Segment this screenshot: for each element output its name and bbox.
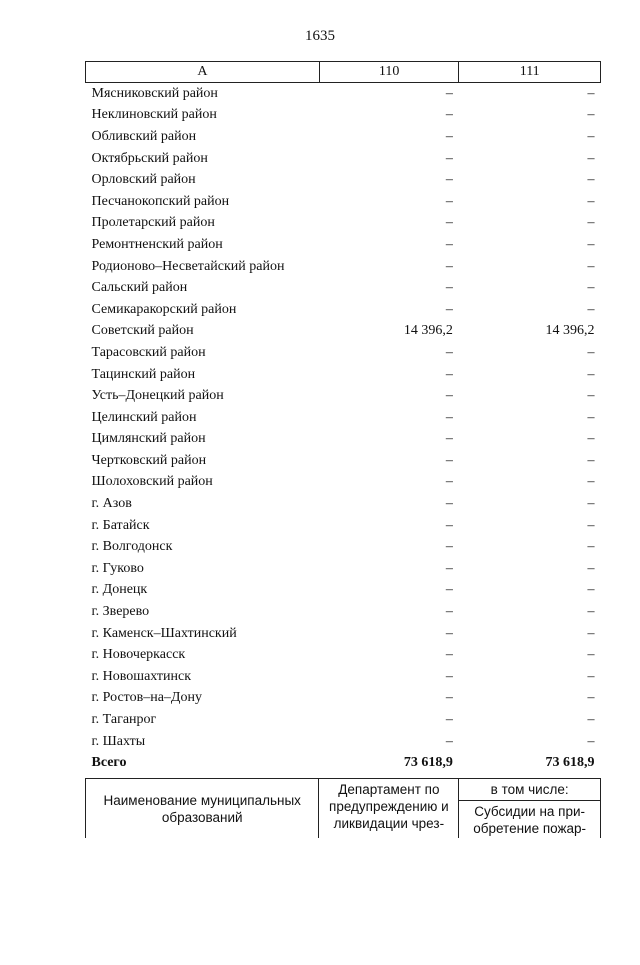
row-value-110: – — [445, 690, 453, 706]
row-name: Октябрьский район — [91, 150, 208, 166]
header-subsidies: Субсидии на при-обретение пожар- — [459, 801, 601, 840]
table-row — [86, 601, 601, 623]
row-name: г. Шахты — [91, 733, 146, 749]
row-name: Песчанокопский район — [91, 193, 230, 209]
row-value-110: – — [445, 388, 453, 404]
row-name: Усть–Донецкий район — [91, 388, 224, 404]
row-name: Семикаракорский район — [91, 301, 237, 317]
total-row — [86, 752, 601, 774]
table-body — [86, 83, 601, 775]
table-row — [86, 580, 601, 602]
row-value-111: – — [587, 236, 595, 252]
row-value-111: – — [587, 539, 595, 555]
row-name: г. Донецк — [91, 582, 148, 598]
row-value-110: – — [445, 647, 453, 663]
data-table — [85, 61, 601, 774]
table-row — [86, 666, 601, 688]
row-name: г. Азов — [91, 496, 132, 512]
row-name: Всего — [91, 755, 127, 771]
row-value-110: – — [445, 582, 453, 598]
page-cutoff — [0, 838, 640, 965]
row-name: г. Ростов–на–Дону — [91, 690, 202, 706]
table-row — [86, 688, 601, 710]
row-value-111: – — [587, 474, 595, 490]
row-name: г. Батайск — [91, 517, 150, 533]
table-row — [86, 623, 601, 645]
row-value-111: – — [587, 150, 595, 166]
row-value-111: 73 618,9 — [545, 755, 595, 771]
row-value-111: – — [587, 128, 595, 144]
table-row — [86, 342, 601, 364]
table-row — [86, 213, 601, 235]
row-name: г. Гуково — [91, 560, 144, 576]
row-value-110: – — [445, 366, 453, 382]
row-name: Тарасовский район — [91, 344, 206, 360]
row-value-110: – — [445, 733, 453, 749]
table-row — [86, 536, 601, 558]
row-name: г. Каменск–Шахтинский — [91, 625, 237, 641]
row-value-111: – — [587, 647, 595, 663]
row-name: Неклиновский район — [91, 107, 217, 123]
row-name: Родионово–Несветайский район — [91, 258, 285, 274]
row-value-111: – — [587, 517, 595, 533]
row-value-111: – — [587, 107, 595, 123]
row-name: Чертковский район — [91, 452, 207, 468]
row-name: Орловский район — [91, 172, 196, 188]
row-name: Тацинский район — [91, 366, 196, 382]
row-value-111: – — [587, 431, 595, 447]
row-value-110: – — [445, 517, 453, 533]
table-row — [86, 515, 601, 537]
row-value-110: – — [445, 496, 453, 512]
row-name: Мясниковский район — [91, 85, 218, 101]
row-name: Цимлянский район — [91, 431, 206, 447]
table-row — [86, 429, 601, 451]
table-row — [86, 83, 601, 105]
row-name: г. Зверево — [91, 604, 150, 620]
row-name: Пролетарский район — [91, 215, 215, 231]
row-value-111: – — [587, 301, 595, 317]
row-value-110: 14 396,2 — [403, 323, 453, 339]
row-value-110: – — [445, 539, 453, 555]
row-value-111: – — [587, 712, 595, 728]
row-value-111: – — [587, 215, 595, 231]
row-name: г. Новочеркасск — [91, 647, 186, 663]
table-row — [86, 364, 601, 386]
row-value-110: – — [445, 107, 453, 123]
row-value-111: – — [587, 733, 595, 749]
row-name: г. Новошахтинск — [91, 668, 192, 684]
row-value-110: – — [445, 431, 453, 447]
row-value-110: – — [445, 85, 453, 101]
row-value-110: – — [445, 409, 453, 425]
table-row — [86, 407, 601, 429]
table-row — [86, 105, 601, 127]
table-row — [86, 450, 601, 472]
row-value-110: – — [445, 712, 453, 728]
row-value-110: – — [445, 215, 453, 231]
table-row — [86, 148, 601, 170]
row-value-111: – — [587, 452, 595, 468]
row-value-111: – — [587, 258, 595, 274]
header-col-a: А — [86, 62, 320, 83]
row-value-110: – — [445, 280, 453, 296]
row-value-110: – — [445, 625, 453, 641]
row-value-110: – — [445, 560, 453, 576]
row-value-110: – — [445, 344, 453, 360]
table-row — [86, 472, 601, 494]
row-value-110: – — [445, 474, 453, 490]
table-row — [86, 277, 601, 299]
header-municipality: Наименование муниципальных образований — [86, 779, 319, 840]
row-name: Ремонтненский район — [91, 236, 223, 252]
table-row — [86, 385, 601, 407]
table-row — [86, 644, 601, 666]
row-name: Целинский район — [91, 409, 197, 425]
row-value-111: – — [587, 560, 595, 576]
table-row — [86, 126, 601, 148]
row-value-111: – — [587, 366, 595, 382]
table-row — [86, 234, 601, 256]
row-value-110: 73 618,9 — [403, 755, 453, 771]
row-value-110: – — [445, 150, 453, 166]
row-name: Сальский район — [91, 280, 188, 296]
table-row — [86, 558, 601, 580]
row-name: г. Волгодонск — [91, 539, 173, 555]
row-value-111: – — [587, 344, 595, 360]
row-name: г. Таганрог — [91, 712, 157, 728]
row-value-111: – — [587, 604, 595, 620]
row-value-110: – — [445, 604, 453, 620]
header-including: в том числе: — [459, 779, 601, 801]
header-department: Департамент по предупреждению и ликвидации чрез- — [319, 779, 459, 840]
row-value-111: – — [587, 409, 595, 425]
row-name: Советский район — [91, 323, 194, 339]
table-row — [86, 493, 601, 515]
table-row — [86, 169, 601, 191]
row-value-111: – — [587, 496, 595, 512]
row-name: Обливский район — [91, 128, 197, 144]
row-name: Шолоховский район — [91, 474, 213, 490]
row-value-110: – — [445, 668, 453, 684]
row-value-110: – — [445, 128, 453, 144]
row-value-111: – — [587, 280, 595, 296]
row-value-110: – — [445, 193, 453, 209]
row-value-111: 14 396,2 — [545, 323, 595, 339]
page-number: 1635 — [305, 28, 335, 44]
table-row — [86, 191, 601, 213]
row-value-111: – — [587, 690, 595, 706]
header-col-111: 111 — [459, 62, 601, 83]
table-row — [86, 321, 601, 343]
table-header — [86, 62, 601, 83]
row-value-110: – — [445, 258, 453, 274]
row-value-111: – — [587, 193, 595, 209]
row-value-111: – — [587, 388, 595, 404]
header-col-110: 110 — [319, 62, 459, 83]
row-value-110: – — [445, 452, 453, 468]
table-row — [86, 709, 601, 731]
table-row — [86, 299, 601, 321]
table-row — [86, 731, 601, 753]
next-table-header — [85, 778, 601, 840]
table-row — [86, 256, 601, 278]
row-value-110: – — [445, 301, 453, 317]
row-value-111: – — [587, 172, 595, 188]
row-value-111: – — [587, 582, 595, 598]
row-value-111: – — [587, 625, 595, 641]
row-value-110: – — [445, 172, 453, 188]
row-value-111: – — [587, 668, 595, 684]
row-value-110: – — [445, 236, 453, 252]
row-value-111: – — [587, 85, 595, 101]
